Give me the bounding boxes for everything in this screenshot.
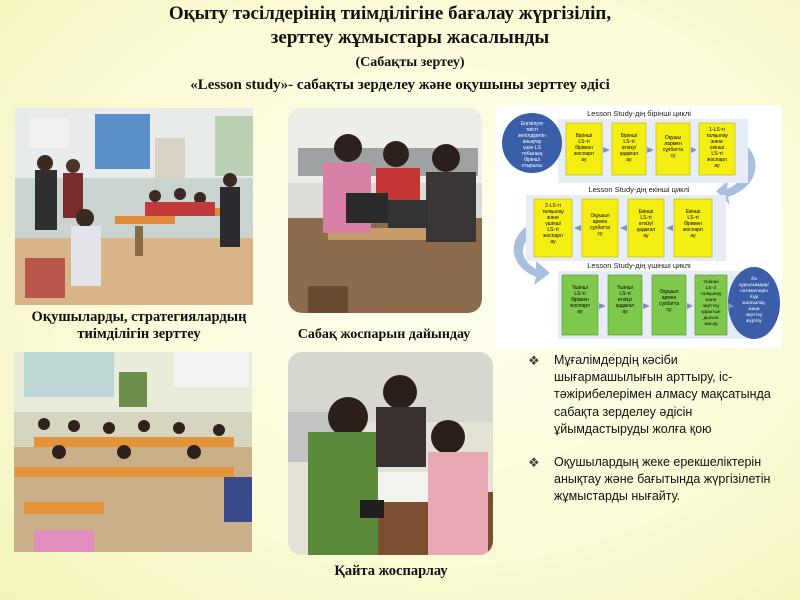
classroom-students-photo [15,108,253,305]
svg-text:1-LS-тіталқылаужәнеекіншіLS-ті: 1-LS-ті талқылау және екінші LS-ті жоспарл ау [706,127,728,169]
cycle-title-1: Lesson Study-дің бірінші циклі [587,109,691,118]
cycle2-step3 [628,199,664,257]
svg-text:ҮшіншіLS-тіталқылаужәнезерттеу: Үшінші LS-ті талқылау және зерттеу қорытын дысын жасау [700,280,722,327]
svg-text:Оқушыларменсұхбаттасу: Оқушыл армен сұхбатта су [589,213,611,237]
svg-text:2-LS-тіталқылаужәнеүшіншіLS-ті: 2-LS-ті талқылау және үшінші LS-ті жоспарл ау [542,203,564,245]
svg-text:ЕкіншіLS-тібіріккенжоспарлау: Екінші LS-ті біріккен жоспарл ау [683,209,703,239]
lesson-planning-caption: Сабақ жоспарын дайындау [297,327,471,342]
cycle3-step4 [695,275,727,335]
cycle1-step3 [656,123,690,175]
cycle3-step3 [652,275,686,335]
slide-subtitle: (Сабақты зертеу) [355,55,465,70]
cycle-title-3: Lesson Study-дің үшінші циклі [587,261,691,270]
cycle3-step2 [608,275,642,335]
cycle3-step1 [562,275,598,335]
bullet-text: Мұғалімдердің кәсіби шығармашылығын арттыру, іс-тәжірибелерімен алмасу мақсатында сабақта зерделеу әдісін ұйымдастыруды жолға қою [554,353,771,436]
slide-title-line1: Оқыту тәсілдерінің тиімділігіне бағалау жүргізіліп, [168,3,612,24]
diamond-bullet-icon: ❖ [528,455,540,471]
teachers-planning-photo [288,108,482,313]
cycle2-step1 [534,199,572,257]
bullet-item [524,352,786,438]
cycle1-step4 [699,123,735,175]
svg-text:Оқушыларменсұхбаттасу: Оқушыл армен сұхбатта су [658,289,680,313]
slide-title-line4: «Lesson study»- сабақты зерделеу және оқушыны зерттеу әдісі [190,77,610,93]
svg-text:БіріншіLS-тібіріккенжоспарлау: Бірінші LS-ті біріккен жоспарл ау [574,133,594,163]
cycle2-step4 [674,199,712,257]
slide-title-line2: зерттеу жұмыстары жасалынды [270,27,550,48]
end-node-text: Ӛз құрылымдар/ нәтижелерін /ізді жалпылау, жаңа зерттеу жүргізу [739,277,769,324]
svg-text:БіріншіLS-тіөткізу/қадағалау: Бірінші LS-ті өткізу/ қадағал ау [619,133,639,163]
classroom-lesson-photo [14,352,252,552]
lesson-study-cycle-diagram [496,105,782,348]
replanning-caption: Қайта жоспарлау [334,563,448,579]
cycle-title-2: Lesson Study-дің екінші циклі [588,185,690,194]
cycle1-step2 [612,123,646,175]
cycle1-step1 [566,123,602,175]
svg-text:ҮшіншіLS-тібіріккенжоспарлау: Үшінші LS-ті біріккен жоспарл ау [570,285,590,315]
bullet-list [524,352,786,506]
students-research-caption: Оқушыларды, стратегиялардың тиімділігін зерттеу [31,309,247,342]
teachers-replanning-photo [288,352,493,555]
bullet-item [524,454,786,506]
svg-text:Оқушыларменсұхбаттасу: Оқушы лармен сұхбатта су [662,135,684,159]
svg-text:ҮшіншіLS-тіөткізу/қадағалау: Үшінші LS-ті өткізу/ қадағал ау [615,285,635,315]
start-node-text: Еңгізілуге тиісті жетілдіретін анықтау үшін LS тобының бірінші отырысы [518,121,546,169]
bullet-text: Оқушылардың жеке ерекшеліктерін анықтау және бағытында жүргізілетін жұмыстарды нығайту. [554,455,771,504]
cycle2-step2 [582,199,618,257]
diamond-bullet-icon: ❖ [528,353,540,368]
svg-text:ЕкіншіLS-тіөткізу/қадағалау: Екінші LS-ті өткізу/ қадағал ау [636,209,656,239]
